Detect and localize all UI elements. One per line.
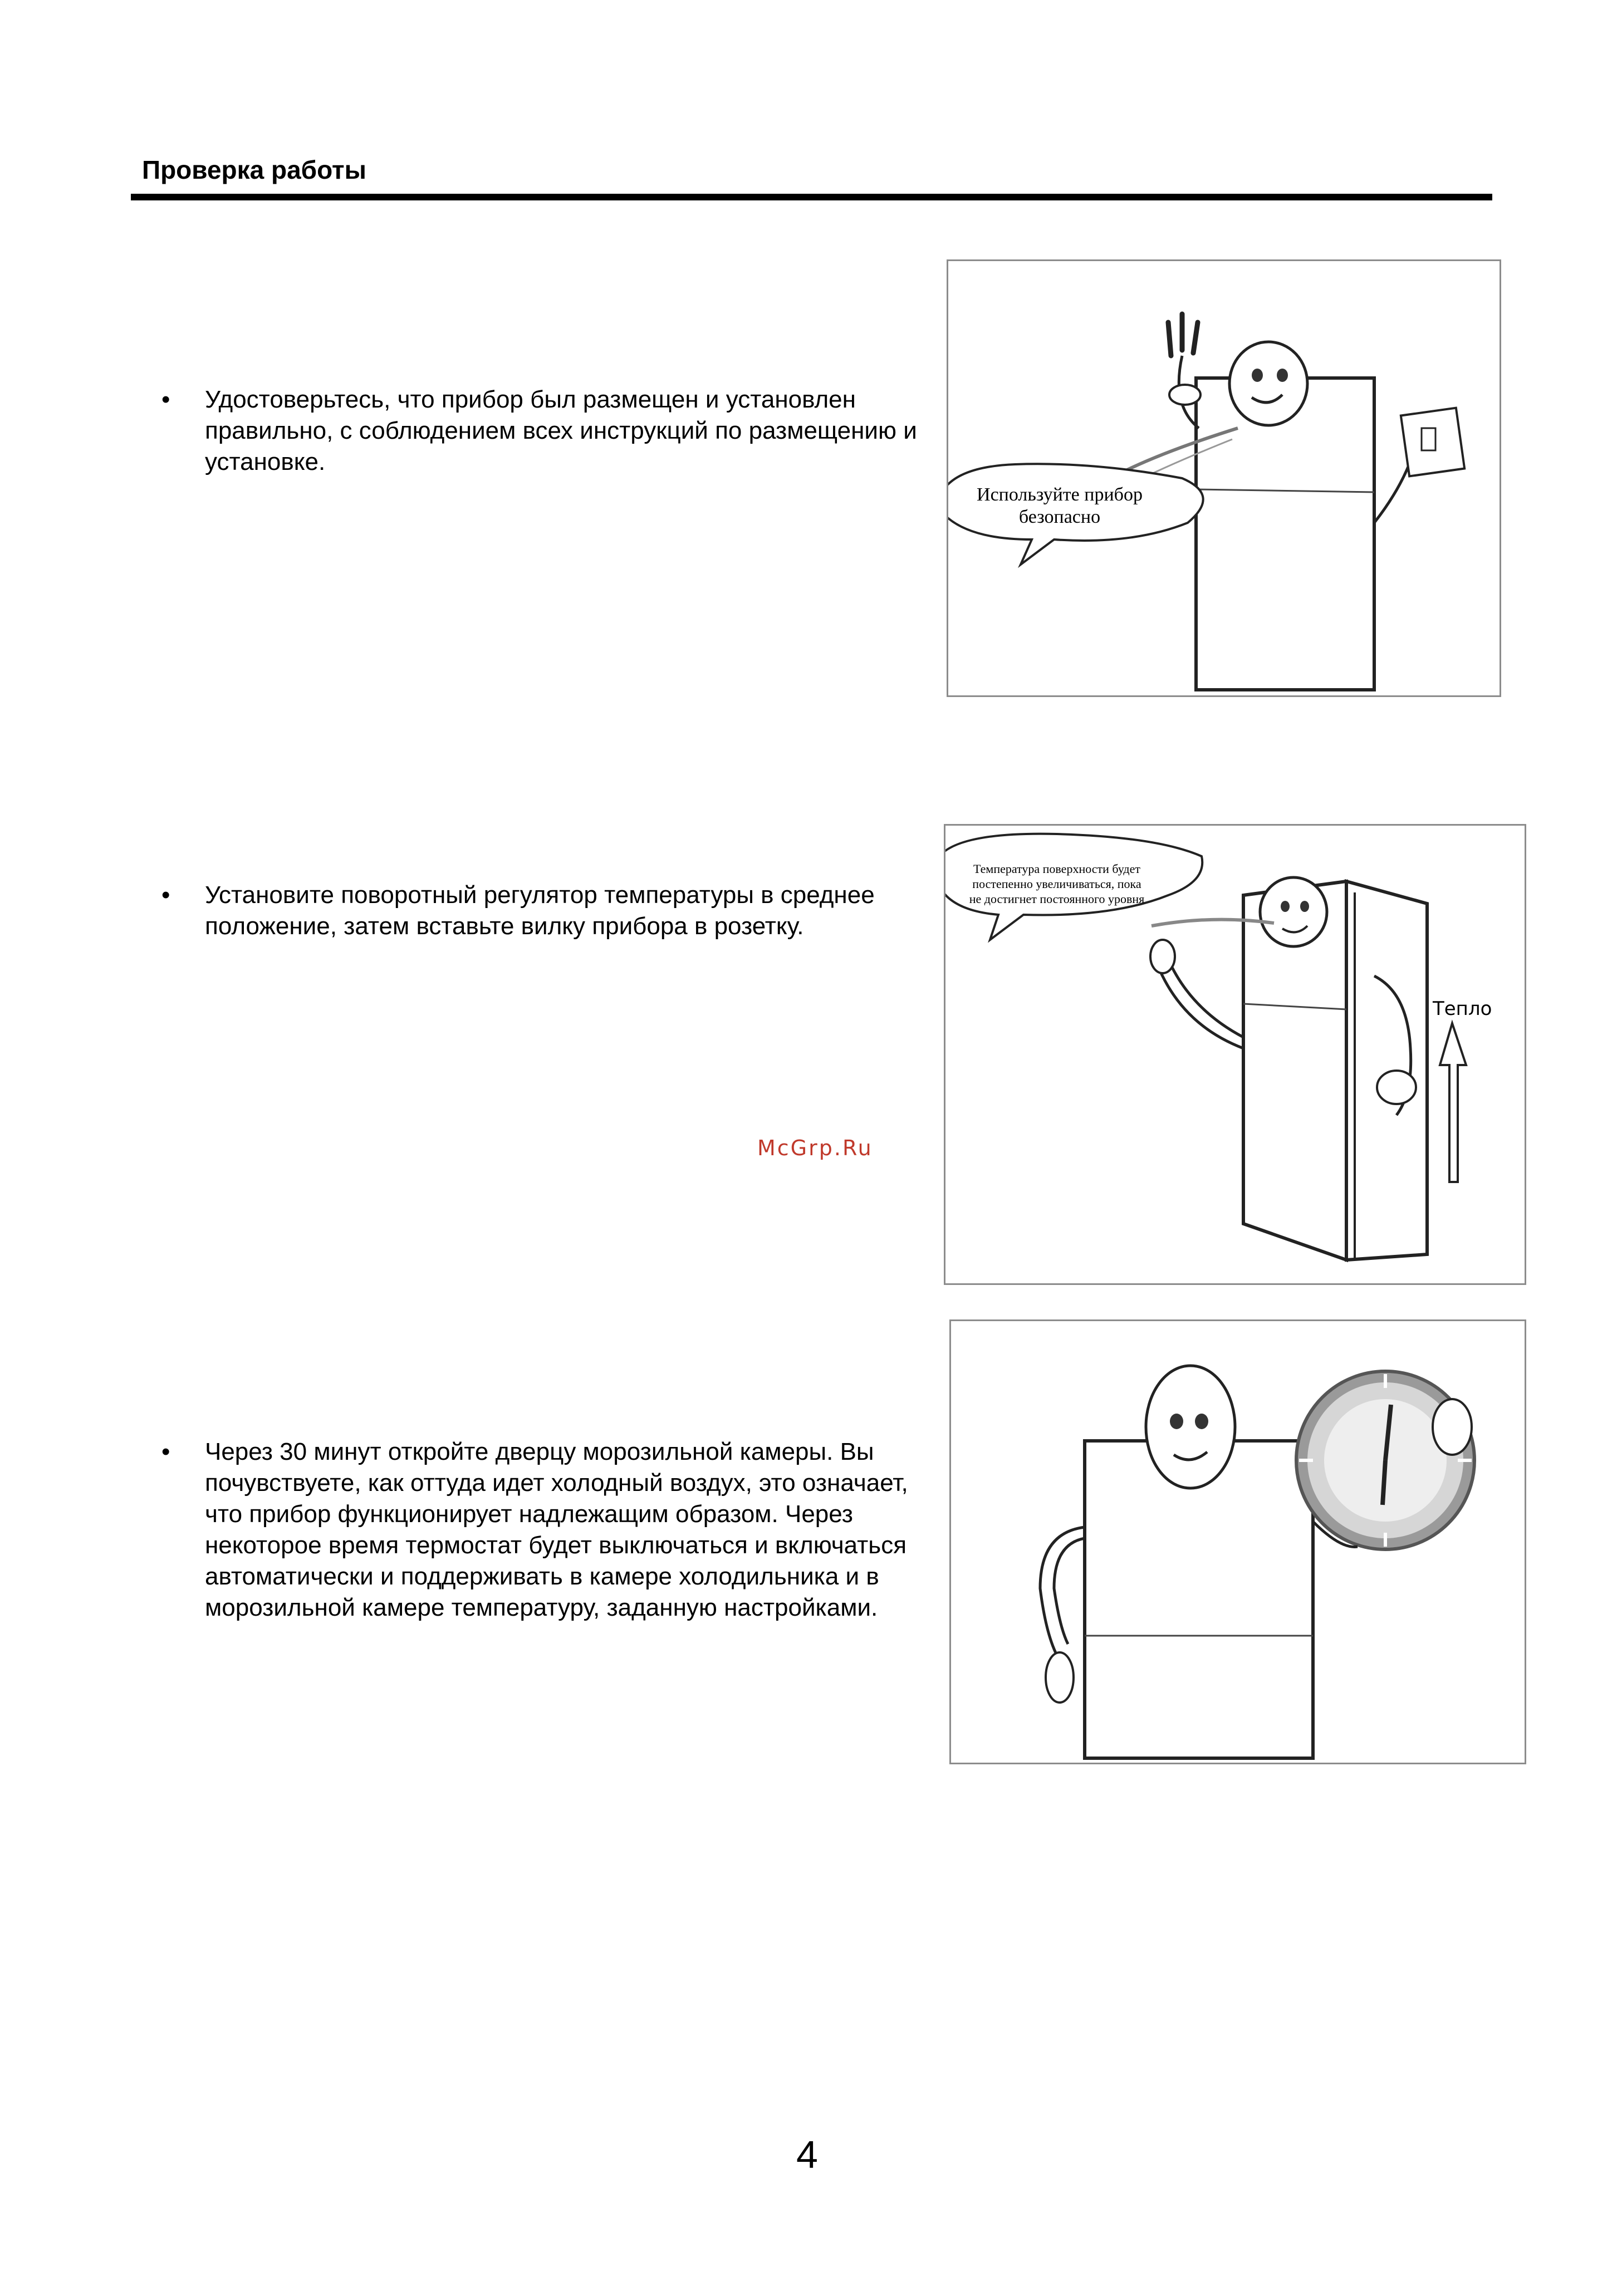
heading-rule	[131, 194, 1492, 200]
list-item	[161, 384, 919, 478]
instruction-text: Через 30 минут откройте дверцу морозильной камеры. Вы почувствуете, как оттуда идет холодный воздух, это означает, что прибор функционирует надлежащим образом. Через некоторое время термостат будет выключаться и включаться автоматически и поддерживать в камере холодильника и в морозильной камере температуру, заданную настройками.	[205, 1438, 908, 1621]
bullet-icon: •	[161, 881, 170, 909]
page-number: 4	[796, 2133, 818, 2176]
list-item	[161, 880, 919, 942]
bubble-text-line: не достигнет постоянного уровня	[969, 892, 1145, 906]
fridge-waving-illustration	[948, 261, 1500, 695]
section-heading: Проверка работы	[142, 155, 366, 184]
illustration-warm-surface	[944, 824, 1526, 1285]
bullet-icon: •	[161, 1438, 170, 1465]
list-item	[161, 1436, 919, 1623]
warm-arrow-label: Тепло	[1433, 998, 1492, 1020]
watermark: McGrp.Ru	[757, 1136, 873, 1160]
bullet-icon: •	[161, 386, 170, 413]
illustration-clock-wait	[949, 1319, 1526, 1764]
instruction-text: Установите поворотный регулятор температуры в среднее положение, затем вставьте вилку прибора в розетку.	[205, 881, 875, 940]
instruction-text: Удостоверьтесь, что прибор был размещен и установлен правильно, с соблюдением всех инструкций по размещению и установке.	[205, 386, 917, 475]
bubble-text-line: Температура поверхности будет	[973, 862, 1140, 876]
bubble-text-line: безопасно	[1018, 507, 1101, 527]
illustration-safe-use	[947, 259, 1501, 697]
fridge-heat-illustration	[945, 826, 1525, 1283]
bubble-text-line: постепенно увеличиваться, пока	[972, 877, 1141, 891]
fridge-clock-illustration	[951, 1321, 1525, 1763]
bubble-text-line: Используйте прибор	[977, 484, 1143, 505]
